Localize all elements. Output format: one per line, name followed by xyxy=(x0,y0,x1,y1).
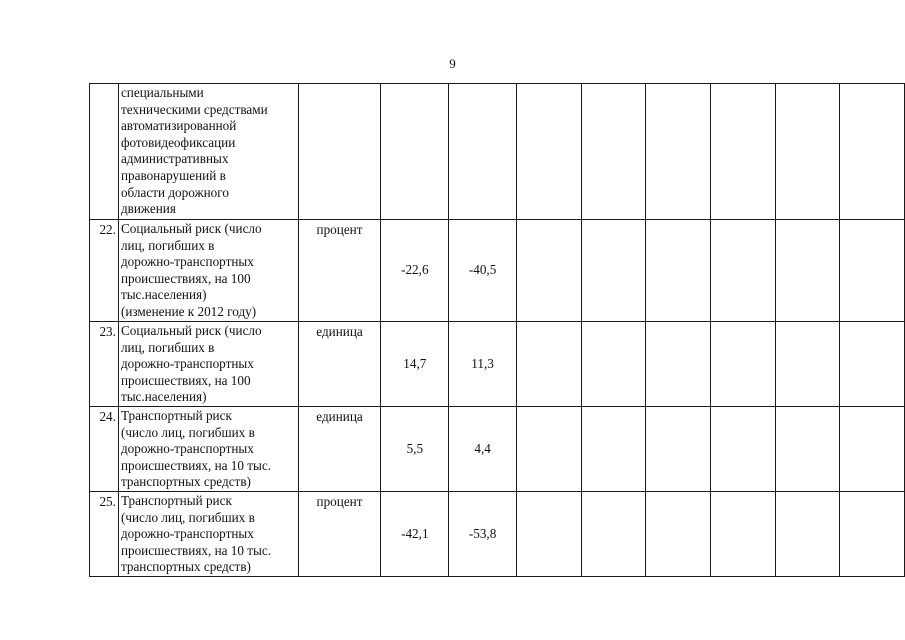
indicators-table xyxy=(89,83,905,577)
empty-cell xyxy=(581,407,646,492)
indicator-name-text: Транспортный риск (число лиц, погибших в дорожно-транспортных происшествиях, на 10 тыс. транспортных средств) xyxy=(120,493,272,575)
empty-cell xyxy=(840,220,905,322)
empty-cell xyxy=(646,84,711,220)
empty-cell xyxy=(840,492,905,577)
table-row xyxy=(90,220,905,322)
empty-cell xyxy=(840,84,905,220)
empty-cell xyxy=(646,492,711,577)
row-number: 24. xyxy=(90,407,119,492)
table-row xyxy=(90,322,905,407)
indicator-name xyxy=(118,220,298,322)
empty-cell xyxy=(710,322,775,407)
value-cell-2 xyxy=(449,84,517,220)
indicator-name xyxy=(118,407,298,492)
unit-cell: процент xyxy=(298,492,381,577)
row-number: 23. xyxy=(90,322,119,407)
empty-cell xyxy=(840,407,905,492)
row-number: 22. xyxy=(90,220,119,322)
empty-cell xyxy=(516,492,581,577)
table-row xyxy=(90,407,905,492)
page-number: 9 xyxy=(449,56,456,71)
empty-cell xyxy=(840,322,905,407)
empty-cell xyxy=(646,322,711,407)
value-cell-2: 4,4 xyxy=(449,407,517,492)
empty-cell xyxy=(516,220,581,322)
unit-cell: процент xyxy=(298,220,381,322)
value-cell-2: -40,5 xyxy=(449,220,517,322)
indicator-name-text: специальными техническими средствами автоматизированной фотовидеофиксации административных правонарушений в области дорожного движения xyxy=(120,85,268,217)
empty-cell xyxy=(516,322,581,407)
indicator-name-text: Транспортный риск (число лиц, погибших в дорожно-транспортных происшествиях, на 10 тыс. транспортных средств) xyxy=(120,408,272,490)
row-number xyxy=(90,84,119,220)
empty-cell xyxy=(710,84,775,220)
table-row xyxy=(90,84,905,220)
empty-cell xyxy=(710,220,775,322)
unit-cell: единица xyxy=(298,322,381,407)
empty-cell xyxy=(775,407,840,492)
indicator-name-text: Социальный риск (число лиц, погибших в дорожно-транспортных происшествиях, на 100 тыс.населения) xyxy=(120,323,262,405)
empty-cell xyxy=(775,220,840,322)
value-cell-2: -53,8 xyxy=(449,492,517,577)
empty-cell xyxy=(581,84,646,220)
value-cell-1 xyxy=(381,84,449,220)
table-row xyxy=(90,492,905,577)
empty-cell xyxy=(581,322,646,407)
unit-cell: единица xyxy=(298,407,381,492)
empty-cell xyxy=(646,407,711,492)
empty-cell xyxy=(516,407,581,492)
value-cell-2: 11,3 xyxy=(449,322,517,407)
empty-cell xyxy=(775,322,840,407)
empty-cell xyxy=(775,492,840,577)
value-cell-1: -22,6 xyxy=(381,220,449,322)
indicator-name xyxy=(118,492,298,577)
empty-cell xyxy=(710,407,775,492)
unit-cell xyxy=(298,84,381,220)
row-number: 25. xyxy=(90,492,119,577)
indicator-name xyxy=(118,322,298,407)
value-cell-1: -42,1 xyxy=(381,492,449,577)
value-cell-1: 14,7 xyxy=(381,322,449,407)
empty-cell xyxy=(581,220,646,322)
empty-cell xyxy=(710,492,775,577)
value-cell-1: 5,5 xyxy=(381,407,449,492)
indicator-name-text: Социальный риск (число лиц, погибших в дорожно-транспортных происшествиях, на 100 тыс.населения) (изменение к 2012 году) xyxy=(120,221,262,319)
empty-cell xyxy=(775,84,840,220)
empty-cell xyxy=(581,492,646,577)
empty-cell xyxy=(646,220,711,322)
indicator-name xyxy=(118,84,298,220)
empty-cell xyxy=(516,84,581,220)
